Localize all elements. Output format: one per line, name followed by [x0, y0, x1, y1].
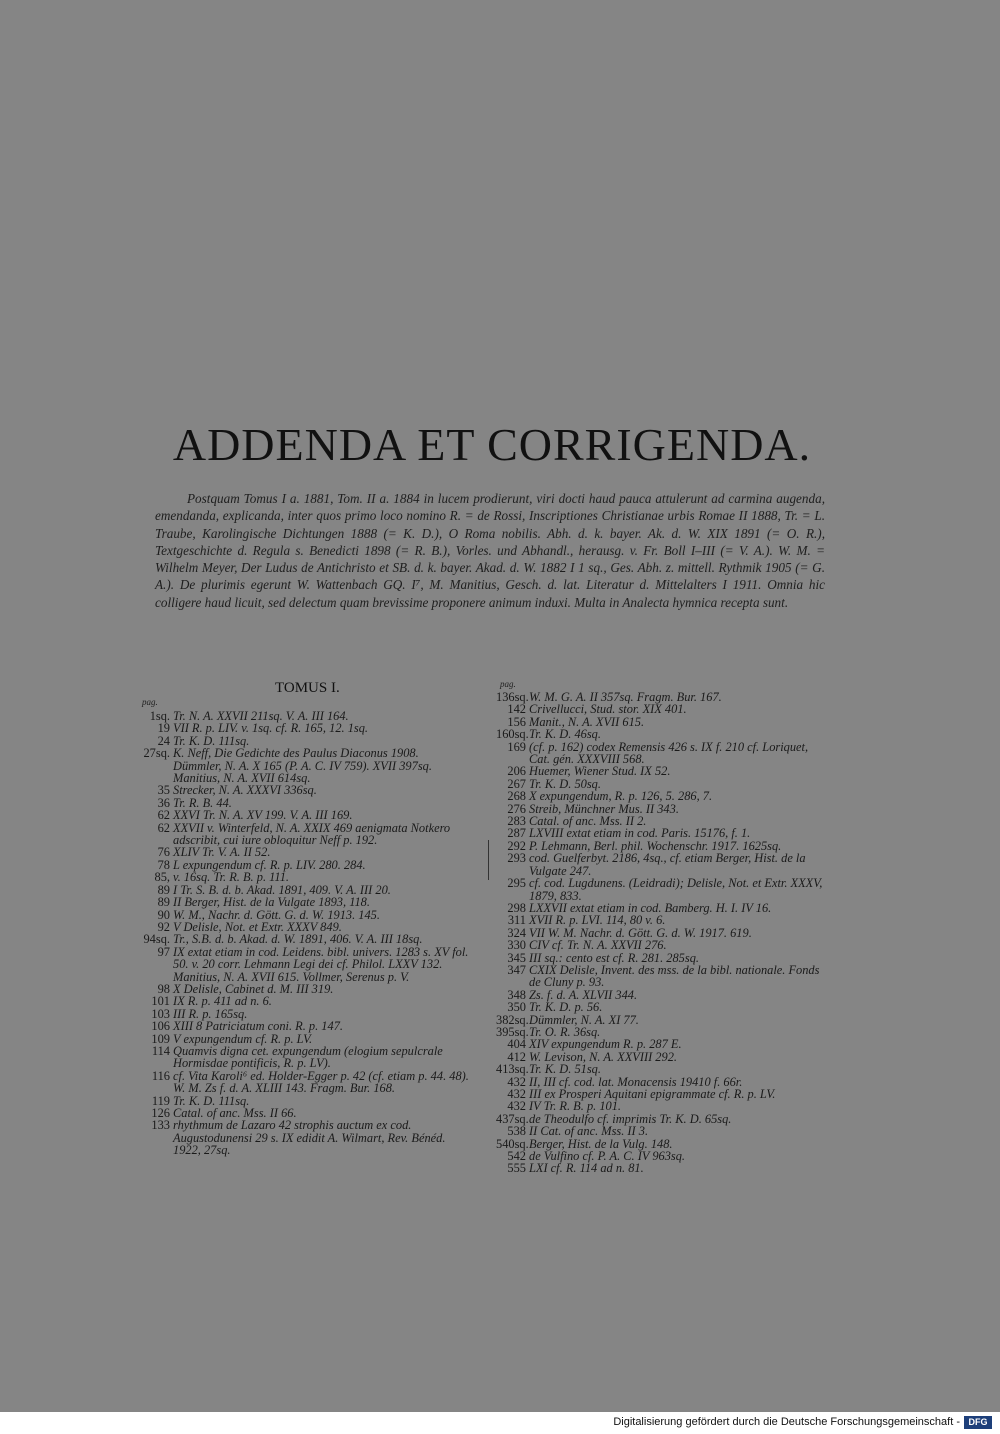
- entry-text: CXIX Delisle, Invent. des mss. de la bibl. nationale. Fonds de Cluny p. 93.: [529, 962, 820, 990]
- entry-text: Berger, Hist. de la Vulg. 148.: [529, 1136, 673, 1151]
- index-entry: [496, 964, 826, 989]
- entry-page: 103: [151, 1006, 170, 1021]
- entry-text: Catal. of anc. Mss. II 66.: [173, 1106, 297, 1120]
- entry-page: 169: [507, 739, 526, 754]
- entry-text: de Vulfino cf. P. A. C. IV 963sq.: [529, 1149, 686, 1164]
- entry-text: Dümmler, N. A. XI 77.: [529, 1012, 639, 1027]
- entry-text: LXXVII extat etiam in cod. Bamberg. H. I. IV 16.: [529, 900, 772, 915]
- entry-text: W. Levison, N. A. XXVIII 292.: [529, 1049, 677, 1064]
- entry-page: 160sq.: [496, 727, 529, 742]
- entry-page: 89: [157, 895, 170, 910]
- entry-page: 89: [157, 882, 170, 897]
- entry-page: 156: [507, 714, 526, 729]
- entry-text: XVII R. p. LVI. 114, 80 v. 6.: [529, 913, 666, 928]
- entry-text: IX R. p. 411 ad n. 6.: [173, 994, 272, 1009]
- entry-page: 412: [507, 1049, 526, 1064]
- entry-page: 295: [507, 876, 526, 891]
- entry-page: 206: [507, 764, 526, 779]
- entry-text: W. M., Nachr. d. Gött. G. d. W. 1913. 145.: [173, 907, 380, 922]
- index-entry: [140, 995, 470, 1007]
- column-heading: TOMUS I.: [275, 680, 340, 696]
- entry-page: 98: [157, 981, 170, 996]
- entry-page: 119: [151, 1093, 170, 1108]
- entry-text: L expungendum cf. R. p. LIV. 280. 284.: [173, 857, 366, 872]
- entry-text: II, III cf. cod. lat. Monacensis 19410 f. 66r.: [529, 1074, 743, 1089]
- entry-text: Strecker, N. A. XXXVI 336sq.: [173, 783, 317, 798]
- entry-text: Tr. K. D. 111sq.: [173, 1093, 250, 1108]
- index-entry: [140, 946, 470, 983]
- entry-page: 540sq.: [496, 1136, 529, 1151]
- entry-page: 133: [151, 1118, 170, 1133]
- entry-text: cf. cod. Lugdunens. (Leidradi); Delisle, Not. et Extr. XXXV, 1879, 833.: [529, 876, 823, 903]
- index-entry: [496, 765, 826, 777]
- index-entry: [496, 852, 826, 877]
- pag-label-right: pag.: [500, 679, 516, 689]
- entry-text: Tr. R. B. 44.: [173, 795, 232, 810]
- entry-text: X expungendum, R. p. 126, 5. 286, 7.: [529, 789, 713, 804]
- entry-page: 432: [507, 1099, 526, 1114]
- entry-page: 348: [507, 987, 526, 1002]
- column-divider: [488, 840, 489, 880]
- entry-page: 136sq.: [496, 690, 529, 704]
- entry-page: 345: [507, 950, 526, 965]
- entry-page: 437sq.: [496, 1111, 529, 1126]
- entry-page: 276: [507, 801, 526, 816]
- entry-page: 324: [507, 925, 526, 940]
- index-entry: [496, 827, 826, 839]
- entry-page: 311: [507, 913, 526, 928]
- index-entry: [140, 1070, 470, 1095]
- entry-text: (cf. p. 162) codex Remensis 426 s. IX f. 210 cf. Loriquet, Cat. gén. XXXVIII 568.: [529, 739, 809, 767]
- left-column: [140, 710, 470, 1157]
- entry-text: CIV cf. Tr. N. A. XXVII 276.: [529, 938, 667, 953]
- entry-text: Tr. K. D. p. 56.: [529, 1000, 603, 1015]
- index-entry: [140, 871, 470, 883]
- entry-text: X Delisle, Cabinet d. M. III 319.: [173, 981, 334, 996]
- entry-text: V expungendum cf. R. p. LV.: [173, 1031, 313, 1046]
- entry-text: de Theodulfo cf. imprimis Tr. K. D. 65sq.: [529, 1111, 732, 1126]
- index-entry: [140, 846, 470, 858]
- entry-text: K. Neff, Die Gedichte des Paulus Diaconus 1908. Dümmler, N. A. X 165 (P. A. C. IV 759). XVII 397sq. Manitius, N. A. XVII 614sq.: [173, 746, 432, 786]
- entry-page: 106: [151, 1019, 170, 1034]
- index-entry: [140, 809, 470, 821]
- index-entry: [496, 1162, 826, 1174]
- entry-text: VII W. M. Nachr. d. Gött. G. d. W. 1917. 619.: [529, 925, 752, 940]
- entry-text: P. Lehmann, Berl. phil. Wochenschr. 1917. 1625sq.: [529, 838, 782, 853]
- entry-text: Crivellucci, Stud. stor. XIX 401.: [529, 702, 687, 717]
- entry-page: 142: [507, 702, 526, 717]
- page-title: ADDENDA ET CORRIGENDA.: [172, 419, 812, 470]
- entry-text: V Delisle, Not. et Extr. XXXV 849.: [173, 919, 342, 934]
- index-entry: [496, 1063, 826, 1075]
- entry-page: 36: [157, 795, 170, 810]
- entry-text: rhythmum de Lazaro 42 strophis auctum ex cod. Augustodunensi 29 s. IX edidit A. Wilmart, Rev. Bénéd. 1922, 27sq.: [173, 1118, 446, 1158]
- entry-page: 267: [507, 776, 526, 791]
- entry-text: cf. Vita Karoli⁶ ed. Holder-Egger p. 42 (cf. etiam p. 44. 48). W. M. Zs f. d. A. XLIII 143. Fragm. Bur. 168.: [173, 1068, 469, 1096]
- entry-page: 293: [507, 851, 526, 866]
- entry-text: Tr. O. R. 36sq.: [529, 1024, 601, 1039]
- index-entry: [496, 1100, 826, 1112]
- entry-page: 97: [157, 944, 170, 959]
- index-entry: [496, 914, 826, 926]
- entry-text: Zs. f. d. A. XLVII 344.: [529, 987, 638, 1002]
- entry-text: VII R. p. LIV. v. 1sq. cf. R. 165, 12. 1sq.: [173, 721, 369, 736]
- footer-bar: [0, 1412, 1000, 1434]
- entry-page: 94sq.: [143, 932, 170, 947]
- entry-page: 90: [157, 907, 170, 922]
- entry-text: Quamvis digna cet. expungendum (elogium sepulcrale Hormisdae pontificis, R. p. LV).: [173, 1043, 443, 1071]
- entry-text: Tr., S.B. d. b. Akad. d. W. 1891, 406. V. A. III 18sq.: [173, 932, 423, 947]
- entry-text: Tr. K. D. 50sq.: [529, 776, 601, 791]
- index-entry: [496, 1125, 826, 1137]
- entry-text: II Berger, Hist. de la Vulgate 1893, 118.: [173, 895, 370, 910]
- entry-text: W. M. G. A. II 357sq. Fragm. Bur. 167.: [529, 690, 722, 704]
- intro-paragraph: Postquam Tomus I a. 1881, Tom. II a. 1884 in lucem prodierunt, viri docti haud pauca attulerunt ad carmina augenda, emendanda, explicanda, inter quos primo loco nomino R. = de Rossi, Inscriptiones Christianae urbis Romae II 1888, Tr. = L. Traube, Karolingische Dichtungen 1888 (= K. D.), O Roma nobilis. Abh. d. k. bayer. Ak. d. W. XIX 1891 (= O. R.), Textgeschichte d. Regula s. Benedicti 1898 (= R. B.), Vorles. und Abhandl., herausg. v. Fr. Boll I–III (= V. A.). W. M. = Wilhelm Meyer, Der Ludus de Antichristo et SB. d. k. bayer. Akad. d. W. 1882 I 1 sq., Ges. Abh. z. mittell. Rythmik 1905 (= G. A.). De plurimis egerunt W. Wattenbach GQ. I⁷, M. Manitius, Gesch. d. lat. Literatur d. Mittelalters I 1911. Omnia hic colligere haud licuit, sed delectum quam brevissime proponere animum induxi. Multa in Analecta hymnica recepta sunt.: [155, 491, 825, 610]
- index-entry: [140, 1119, 470, 1156]
- index-entry: [140, 784, 470, 796]
- entry-page: 432: [507, 1074, 526, 1089]
- entry-page: 19: [157, 721, 170, 736]
- entry-page: 395sq.: [496, 1024, 529, 1039]
- entry-page: 542: [507, 1149, 526, 1164]
- entry-text: Tr. K. D. 111sq.: [173, 733, 250, 748]
- entry-page: 292: [507, 838, 526, 853]
- index-entry: [496, 741, 826, 766]
- index-entry: [140, 1045, 470, 1070]
- entry-page: 62: [157, 820, 170, 835]
- pag-label-left: pag.: [142, 697, 158, 707]
- entry-page: 76: [157, 845, 170, 860]
- entry-page: 432: [507, 1087, 526, 1101]
- entry-text: Tr. K. D. 46sq.: [529, 727, 601, 742]
- index-entry: [140, 822, 470, 847]
- entry-text: III sq.: cento est cf. R. 281. 285sq.: [529, 950, 699, 965]
- index-entry: [140, 722, 470, 734]
- entry-text: III ex Prosperi Aquitani epigrammate cf. R. p. LV.: [529, 1087, 776, 1101]
- entry-text: XIII 8 Patriciatum coni. R. p. 147.: [173, 1019, 343, 1034]
- entry-text: XIV expungendum R. p. 287 E.: [529, 1037, 682, 1052]
- entry-page: 114: [151, 1043, 170, 1058]
- index-entry: [140, 933, 470, 945]
- entry-text: II Cat. of anc. Mss. II 3.: [529, 1124, 649, 1139]
- entry-text: v. 16sq. Tr. R. B. p. 111.: [173, 870, 289, 885]
- entry-text: Tr. N. A. XXVII 211sq. V. A. III 164.: [173, 709, 349, 723]
- entry-text: XXVII v. Winterfeld, N. A. XXIX 469 aenigmata Notkero adscribit, cui iure obloquitur Neff p. 192.: [173, 820, 451, 848]
- entry-page: 126: [151, 1106, 170, 1120]
- entry-page: 85,: [154, 870, 170, 885]
- entry-text: I Tr. S. B. d. b. Akad. 1891, 409. V. A. III 20.: [173, 882, 391, 897]
- entry-page: 413sq.: [496, 1062, 529, 1077]
- right-column: [496, 691, 826, 1175]
- entry-page: 382sq.: [496, 1012, 529, 1027]
- index-entry: [140, 1020, 470, 1032]
- entry-page: 555: [507, 1161, 526, 1176]
- entry-text: cod. Guelferbyt. 2186, 4sq., cf. etiam Berger, Hist. de la Vulgate 247.: [529, 851, 806, 878]
- index-entry: [140, 747, 470, 784]
- entry-text: IX extat etiam in cod. Leidens. bibl. univers. 1283 s. XV fol. 50. v. 20 corr. Lehmann Legi dei cf. Philol. LXXV 132. Manitius, N. A. XVII 615. Vollmer, Serenus p. V.: [173, 944, 469, 984]
- entry-page: 287: [507, 826, 526, 841]
- entry-page: 78: [157, 857, 170, 872]
- index-entry: [496, 703, 826, 715]
- entry-text: Huemer, Wiener Stud. IX 52.: [529, 764, 671, 779]
- index-entry: [496, 1001, 826, 1013]
- entry-text: Manit., N. A. XVII 615.: [529, 714, 645, 729]
- entry-text: Catal. of anc. Mss. II 2.: [529, 814, 647, 829]
- entry-page: 109: [151, 1031, 170, 1046]
- entry-text: LXVIII extat etiam in cod. Paris. 15176, f. 1.: [529, 826, 751, 841]
- entry-page: 347: [507, 962, 526, 977]
- entry-page: 116: [151, 1068, 170, 1083]
- entry-text: Tr. K. D. 51sq.: [529, 1062, 601, 1077]
- index-entry: [496, 790, 826, 802]
- entry-page: 27sq.: [143, 746, 170, 761]
- entry-page: 404: [507, 1037, 526, 1052]
- entry-page: 330: [507, 938, 526, 953]
- entry-text: XXVI Tr. N. A. XV 199. V. A. III 169.: [173, 808, 353, 823]
- index-entry: [496, 877, 826, 902]
- entry-text: IV Tr. R. B. p. 101.: [529, 1099, 622, 1114]
- dfg-logo[interactable]: DFG: [964, 1416, 992, 1429]
- index-entry: [496, 1038, 826, 1050]
- entry-text: XLIV Tr. V. A. II 52.: [173, 845, 271, 860]
- entry-text: Streib, Münchner Mus. II 343.: [529, 801, 679, 816]
- index-entry: [496, 728, 826, 740]
- entry-page: 62: [157, 808, 170, 823]
- entry-page: 350: [507, 1000, 526, 1015]
- entry-page: 35: [157, 783, 170, 798]
- entry-page: 538: [507, 1124, 526, 1139]
- entry-text: III R. p. 165sq.: [173, 1006, 248, 1021]
- entry-page: 24: [157, 733, 170, 748]
- entry-page: 268: [507, 789, 526, 804]
- index-entry: [496, 939, 826, 951]
- entry-page: 283: [507, 814, 526, 829]
- index-entry: [140, 896, 470, 908]
- entry-page: 298: [507, 900, 526, 915]
- entry-page: 1sq.: [149, 709, 170, 723]
- footer-credit: Digitalisierung gefördert durch die Deutsche Forschungsgemeinschaft -: [613, 1416, 960, 1428]
- entry-text: LXI cf. R. 114 ad n. 81.: [529, 1161, 644, 1176]
- entry-page: 101: [151, 994, 170, 1009]
- entry-page: 92: [157, 919, 170, 934]
